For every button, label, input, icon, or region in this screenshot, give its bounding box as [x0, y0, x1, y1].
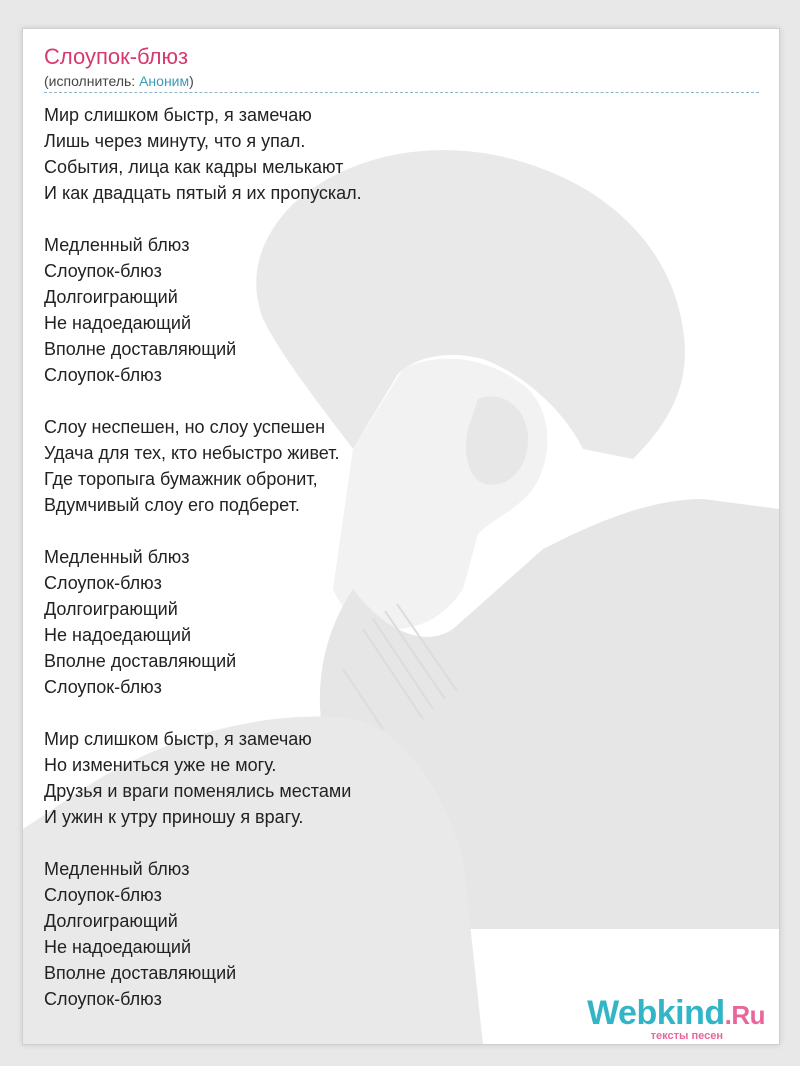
site-logo[interactable] — [587, 995, 765, 1042]
lyric-line: Не надоедающий — [44, 937, 192, 957]
lyric-line: Лишь через минуту, что я упал. — [44, 131, 306, 151]
lyric-line: Мир слишком быстр, я замечаю — [44, 105, 312, 125]
artist-prefix: (исполнитель: — [44, 73, 140, 89]
lyric-line: Долгоиграющий — [44, 287, 178, 307]
stanza — [44, 726, 759, 830]
stanza — [44, 856, 759, 1012]
lyric-line: Слоупок-блюз — [44, 989, 162, 1009]
stanza — [44, 102, 759, 206]
lyric-line: Слоупок-блюз — [44, 573, 162, 593]
logo-name: Webkind — [587, 994, 725, 1032]
lyric-line: Но измениться уже не могу. — [44, 755, 277, 775]
lyric-line: Вполне доставляющий — [44, 963, 237, 983]
lyric-line: Вдумчивый слоу его подберет. — [44, 495, 300, 515]
lyric-line: Не надоедающий — [44, 625, 192, 645]
lyrics-body — [44, 102, 759, 1012]
lyric-line: И ужин к утру приношу я врагу. — [44, 807, 304, 827]
lyric-line: И как двадцать пятый я их пропускал. — [44, 183, 362, 203]
lyrics-content — [44, 43, 759, 1038]
lyric-line: Слоупок-блюз — [44, 885, 162, 905]
lyric-line: Где торопыга бумажник обронит, — [44, 469, 318, 489]
lyric-line: Медленный блюз — [44, 547, 190, 567]
lyrics-card — [22, 28, 780, 1045]
lyric-line: Слоупок-блюз — [44, 261, 162, 281]
lyric-line: Друзья и враги поменялись местами — [44, 781, 352, 801]
logo-wordmark — [587, 995, 765, 1033]
lyric-line: Вполне доставляющий — [44, 339, 237, 359]
artist-link[interactable]: Аноним — [139, 73, 190, 89]
lyric-line: Медленный блюз — [44, 859, 190, 879]
lyric-line: Вполне доставляющий — [44, 651, 237, 671]
logo-tld: .Ru — [724, 1000, 765, 1030]
lyric-line: Удача для тех, кто небыстро живет. — [44, 443, 340, 463]
artist-suffix: ) — [189, 73, 194, 89]
stanza — [44, 414, 759, 518]
stanza — [44, 544, 759, 700]
lyric-line: Долгоиграющий — [44, 599, 178, 619]
lyric-line: События, лица как кадры мелькают — [44, 157, 344, 177]
song-title: Слоупок-блюз — [44, 44, 189, 69]
stanza — [44, 232, 759, 388]
lyric-line: Слоу неспешен, но слоу успешен — [44, 417, 326, 437]
lyric-line: Медленный блюз — [44, 235, 190, 255]
lyric-line: Мир слишком быстр, я замечаю — [44, 729, 312, 749]
lyric-line: Долгоиграющий — [44, 911, 178, 931]
logo-tagline: тексты песен — [650, 1030, 723, 1042]
lyric-line: Слоупок-блюз — [44, 677, 162, 697]
artist-line — [44, 71, 759, 93]
lyric-line: Слоупок-блюз — [44, 365, 162, 385]
lyric-line: Не надоедающий — [44, 313, 192, 333]
